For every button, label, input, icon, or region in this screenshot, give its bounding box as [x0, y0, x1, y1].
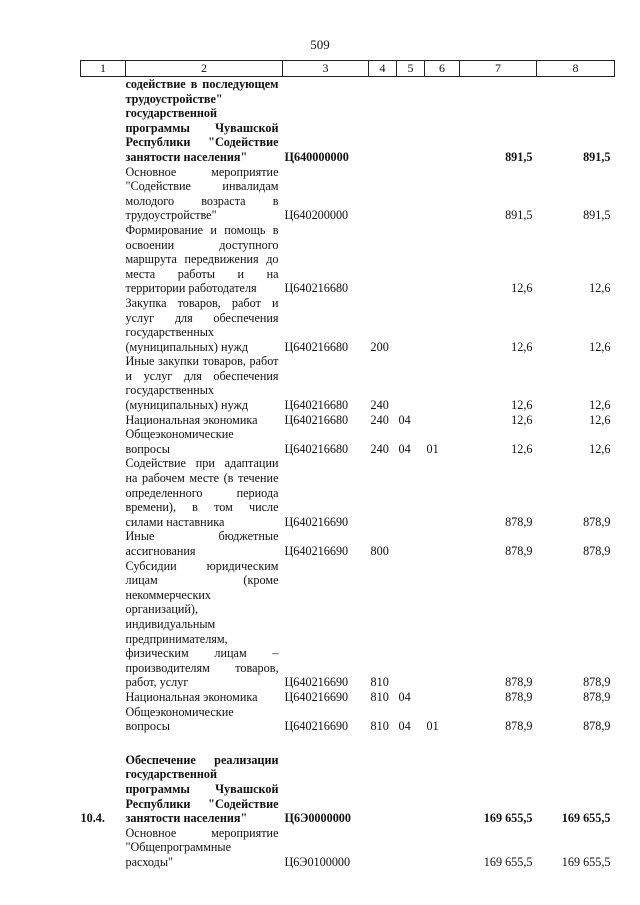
row-amount-col8: 12,6: [589, 441, 611, 456]
row-target-code: Ц640000000: [284, 149, 349, 164]
page-number: 509: [310, 37, 330, 52]
spacer-cell: [81, 734, 615, 753]
row-amount-col7: 169 655,5: [483, 854, 533, 869]
row-amount-col7: 878,9: [505, 544, 533, 558]
header-col-3: 3: [283, 61, 369, 77]
row-subsection: [425, 165, 460, 223]
header-col-8: 8: [537, 61, 615, 77]
row-target-code: Ц640200000: [284, 208, 349, 223]
row-section: [397, 354, 425, 412]
row-subsection: [425, 529, 460, 558]
row-section: [397, 826, 425, 870]
row-subsection: [425, 77, 460, 165]
row-number: [81, 296, 126, 354]
row-subsection: 01: [426, 719, 439, 734]
row-target-code: Ц6Э0000000: [284, 811, 351, 826]
row-number: [81, 559, 126, 690]
row-number: [81, 165, 126, 223]
row-subsection: [425, 826, 460, 870]
table-row: [81, 826, 615, 870]
row-amount-col8: 169 655,5: [561, 811, 611, 826]
row-amount-col7: 891,5: [505, 208, 533, 223]
table-row: [81, 165, 615, 223]
row-expense-type: [369, 165, 397, 223]
row-amount-col7: 891,5: [505, 149, 533, 164]
row-amount-col7: 12,6: [511, 339, 533, 354]
row-expense-type: [369, 753, 397, 826]
row-subsection: [425, 559, 460, 690]
row-section: [397, 529, 425, 558]
row-target-code: Ц640216680: [284, 441, 349, 456]
row-target-code: Ц640216690: [284, 719, 349, 734]
row-amount-col7: 169 655,5: [483, 811, 533, 826]
row-expense-type: 810: [370, 689, 389, 704]
row-expense-type: [369, 223, 397, 296]
header-col-6: 6: [425, 61, 460, 77]
row-number: 10.4.: [80, 811, 105, 826]
table-header: [81, 61, 615, 77]
row-section: 04: [398, 412, 411, 427]
row-expense-type: 800: [370, 544, 389, 558]
table-row: [81, 427, 615, 456]
row-amount-col7: 878,9: [505, 514, 533, 529]
table-row: [81, 456, 615, 529]
row-name: Субсидии юридическим лицам (кроме некоммерческих организаций), индивидуальным предпринимателям, физическим лицам – производителям товаров, работ, услуг: [125, 558, 279, 690]
row-expense-type: 240: [370, 398, 389, 413]
row-target-code: Ц6Э0100000: [284, 854, 351, 869]
row-expense-type: 810: [370, 719, 389, 734]
row-amount-col8: 169 655,5: [561, 854, 611, 869]
row-number: [81, 427, 126, 456]
row-amount-col8: 12,6: [589, 412, 611, 427]
row-target-code: Ц640216690: [284, 544, 349, 558]
table-row: [81, 529, 615, 558]
row-subsection: [425, 413, 460, 428]
row-target-code: Ц640216690: [284, 689, 349, 704]
row-section: 04: [398, 441, 411, 456]
row-name: Основное мероприятие "Содействие инвалидам молодого возраста в трудоустройстве": [125, 164, 279, 223]
header-col-5: 5: [397, 61, 425, 77]
row-section: [397, 753, 425, 826]
row-section: [397, 456, 425, 529]
table-row: [81, 690, 615, 705]
row-expense-type: 200: [370, 339, 389, 354]
row-target-code: Ц640216680: [284, 398, 349, 413]
row-section: [397, 165, 425, 223]
row-section: [397, 77, 425, 165]
row-amount-col7: 12,6: [511, 281, 533, 296]
row-expense-type: [369, 456, 397, 529]
row-name: Формирование и помощь в освоении доступного маршрута передвижения до места работы и на территории работодателя: [125, 222, 279, 296]
row-amount-col8: 878,9: [583, 514, 611, 529]
row-amount-col8: 878,9: [583, 689, 611, 704]
row-amount-col8: 891,5: [583, 208, 611, 223]
table-row: [81, 354, 615, 412]
row-target-code: Ц640216690: [284, 675, 349, 690]
row-name: Иные закупки товаров, работ и услуг для обеспечения государственных (муниципальных) нужд: [125, 354, 279, 413]
row-subsection: [425, 296, 460, 354]
row-target-code: Ц640216680: [284, 339, 349, 354]
table-row: [81, 77, 615, 165]
row-name: Национальная экономика: [125, 412, 258, 427]
row-amount-col8: 878,9: [583, 675, 611, 690]
row-name: Основное мероприятие "Общепрограммные расходы": [125, 825, 279, 869]
row-expense-type: 810: [370, 675, 389, 690]
row-name: содействие в последующем трудоустройстве" государственной программы Чувашской Республики "Содействие занятости населения": [125, 77, 279, 164]
row-name: Национальная экономика: [125, 689, 258, 704]
row-number: [81, 77, 126, 165]
row-amount-col7: 12,6: [511, 412, 533, 427]
row-expense-type: [369, 77, 397, 165]
row-subsection: 01: [426, 441, 439, 456]
row-number: [81, 413, 126, 428]
table-row: [81, 413, 615, 428]
table-row: [81, 296, 615, 354]
row-number: [81, 826, 126, 870]
row-number: [81, 529, 126, 558]
row-name: Общеэкономические вопросы: [125, 427, 234, 456]
row-amount-col8: 878,9: [583, 719, 611, 734]
table-row: [81, 753, 615, 826]
row-amount-col7: 878,9: [505, 675, 533, 690]
row-name: Обеспечение реализации государственной программы Чувашской Республики "Содействие занятости населения": [125, 752, 279, 826]
row-number: [81, 456, 126, 529]
header-col-1: 1: [81, 61, 126, 77]
row-target-code: Ц640216690: [284, 514, 349, 529]
row-name: Содействие при адаптации на рабочем месте (в течение определенного периода времени), в том числе силами наставника: [125, 456, 279, 529]
row-subsection: [425, 223, 460, 296]
row-name: Закупка товаров, работ и услуг для обеспечения государственных (муниципальных) нужд: [125, 295, 279, 354]
row-number: [81, 705, 126, 734]
row-expense-type: [369, 826, 397, 870]
row-amount-col7: 878,9: [505, 719, 533, 734]
row-subsection: [425, 690, 460, 705]
row-expense-type: 240: [370, 441, 389, 456]
row-amount-col8: 12,6: [589, 339, 611, 354]
row-section: [397, 559, 425, 690]
header-col-4: 4: [369, 61, 397, 77]
row-name: Иные бюджетные ассигнования: [125, 529, 279, 558]
row-amount-col8: 878,9: [583, 544, 611, 558]
header-col-7: 7: [460, 61, 537, 77]
row-expense-type: 240: [370, 412, 389, 427]
table-body: [81, 77, 615, 870]
row-number: [81, 354, 126, 412]
row-section: 04: [398, 719, 411, 734]
row-name: Общеэкономические вопросы: [125, 704, 234, 734]
row-target-code: Ц640216680: [284, 412, 349, 427]
row-subsection: [425, 753, 460, 826]
table-row: [81, 705, 615, 734]
table-row: [81, 223, 615, 296]
spacer-row: [81, 734, 615, 753]
row-section: 04: [398, 689, 411, 704]
row-amount-col7: 12,6: [511, 441, 533, 456]
row-amount-col8: 891,5: [583, 149, 611, 164]
row-subsection: [425, 354, 460, 412]
table-row: [81, 559, 615, 690]
budget-table: [80, 60, 615, 869]
row-amount-col7: 12,6: [511, 398, 533, 413]
row-amount-col8: 12,6: [589, 281, 611, 296]
row-amount-col8: 12,6: [589, 398, 611, 413]
row-number: [81, 223, 126, 296]
row-section: [397, 223, 425, 296]
row-subsection: [425, 456, 460, 529]
header-col-2: 2: [126, 61, 283, 77]
row-section: [397, 296, 425, 354]
row-target-code: Ц640216680: [284, 281, 349, 296]
row-amount-col7: 878,9: [505, 689, 533, 704]
row-number: [81, 690, 126, 705]
